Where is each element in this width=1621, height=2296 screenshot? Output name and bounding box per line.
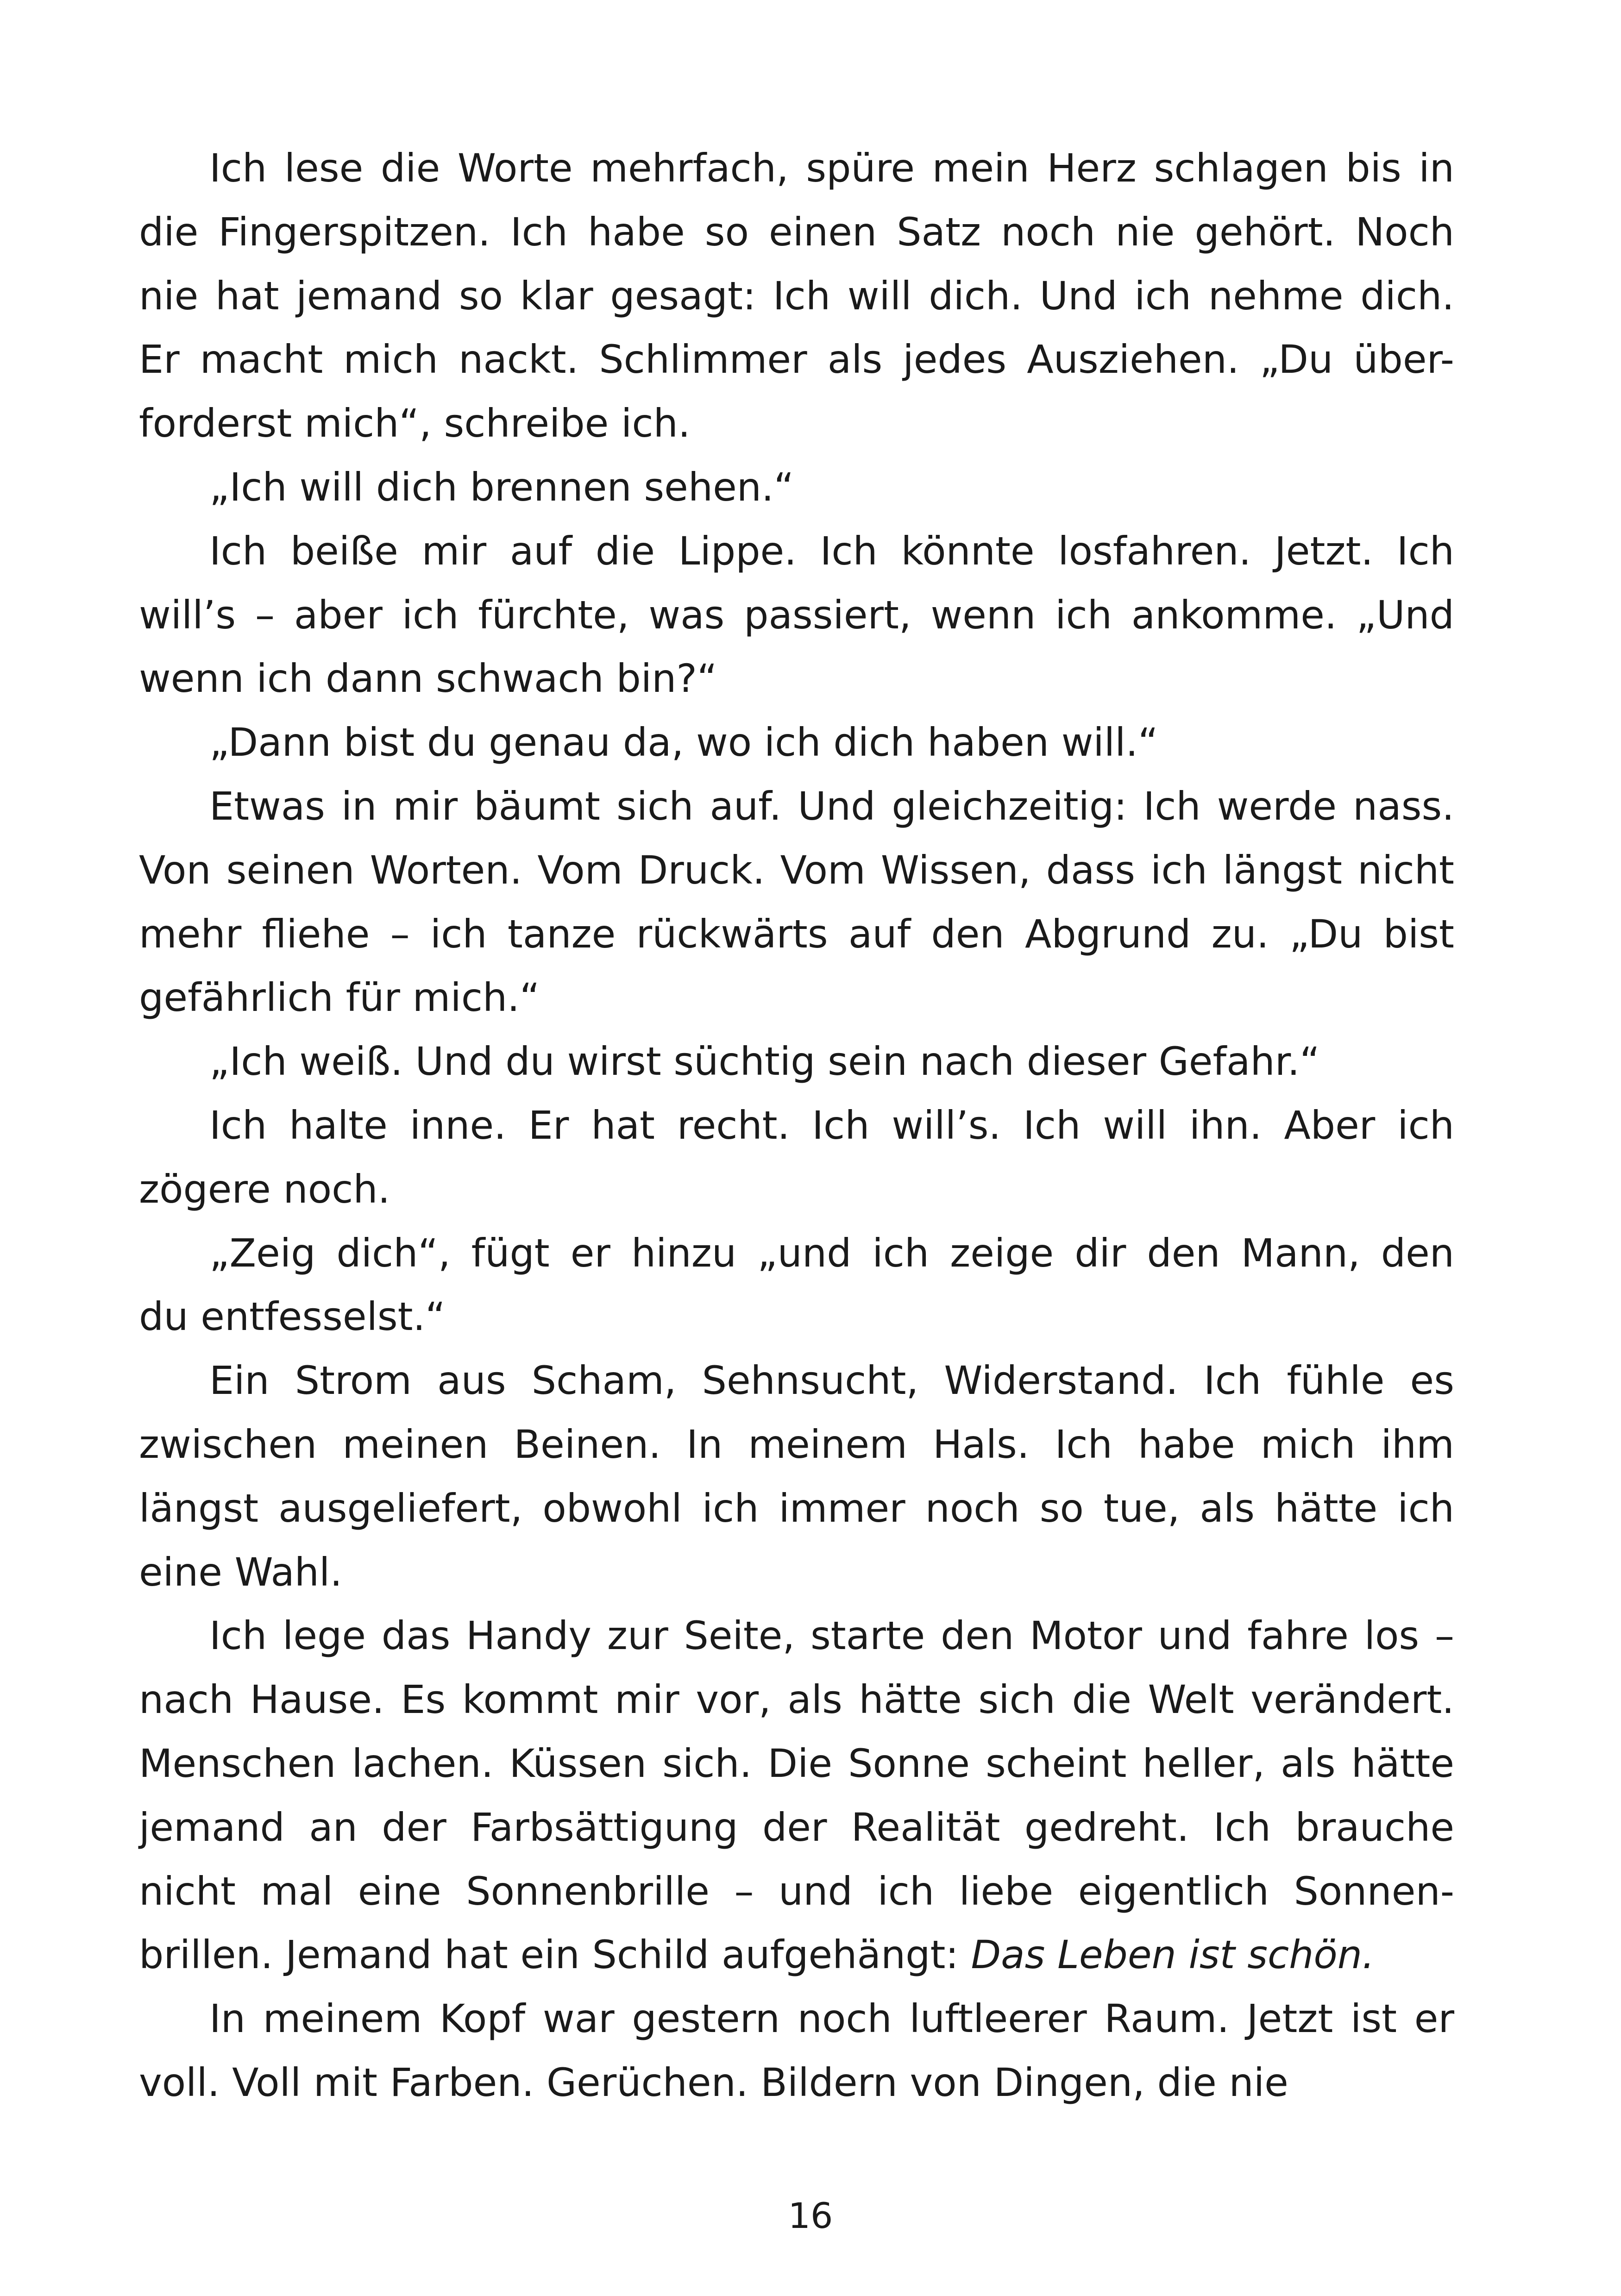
text-line	[139, 839, 1454, 903]
text-line-content: mehr fliehe – ich tanze rückwärts auf den Abgrund zu. „Du bist	[139, 911, 1454, 957]
text-line	[139, 1668, 1454, 1732]
text-line	[139, 520, 1454, 583]
text-line	[139, 1541, 1454, 1605]
text-line-content: Ich lese die Worte mehrfach, spüre mein Herz schlagen bis in	[209, 145, 1454, 191]
text-line	[139, 137, 1454, 201]
text-line	[139, 1094, 1454, 1158]
text-line	[139, 903, 1454, 966]
text-line-content: In meinem Kopf war gestern noch luftleerer Raum. Jetzt ist er	[209, 1996, 1454, 2042]
text-line	[139, 1030, 1454, 1094]
text-line	[139, 1732, 1454, 1796]
text-line	[139, 583, 1454, 647]
text-line-content: „Zeig dich“, fügt er hinzu „und ich zeige dir den Mann, den	[209, 1230, 1454, 1276]
text-line	[139, 456, 1454, 520]
text-line	[139, 1285, 1454, 1349]
text-line-content: Ich lege das Handy zur Seite, starte den Motor und fahre los –	[209, 1613, 1454, 1659]
text-line-content: zögere noch.	[139, 1166, 390, 1212]
text-line-content: voll. Voll mit Farben. Gerüchen. Bildern von Dingen, die nie	[139, 2059, 1288, 2105]
text-line-content: zwischen meinen Beinen. In meinem Hals. Ich habe mich ihm	[139, 1421, 1454, 1467]
text-line	[139, 1477, 1454, 1541]
text-line	[139, 1860, 1454, 1924]
text-line-content: nie hat jemand so klar gesagt: Ich will dich. Und ich nehme dich.	[139, 273, 1454, 319]
text-line	[139, 647, 1454, 711]
text-line	[139, 201, 1454, 264]
text-line-content: Ich halte inne. Er hat recht. Ich will’s. Ich will ihn. Aber ich	[209, 1102, 1454, 1148]
body-text	[139, 137, 1454, 2115]
text-line-content: du entfesselst.“	[139, 1294, 446, 1340]
text-line-content: Er macht mich nackt. Schlimmer als jedes Ausziehen. „Du über-	[139, 337, 1454, 383]
page-number: 16	[788, 2195, 833, 2236]
text-line-content: „Dann bist du genau da, wo ich dich haben will.“	[209, 720, 1158, 765]
text-line-content: wenn ich dann schwach bin?“	[139, 656, 717, 702]
text-line	[139, 1796, 1454, 1860]
text-line-content: nicht mal eine Sonnenbrille – und ich liebe eigentlich Sonnen-	[139, 1868, 1454, 1914]
text-line-content: forderst mich“, schreibe ich.	[139, 401, 691, 446]
text-line-content: die Fingerspitzen. Ich habe so einen Satz noch nie gehört. Noch	[139, 209, 1454, 255]
text-line-content: Menschen lachen. Küssen sich. Die Sonne scheint heller, als hätte	[139, 1740, 1454, 1786]
text-line	[139, 392, 1454, 456]
text-line-content: brillen. Jemand hat ein Schild aufgehängt:	[139, 1932, 971, 1978]
text-line	[139, 1222, 1454, 1286]
text-line	[139, 1349, 1454, 1413]
text-line	[139, 1158, 1454, 1222]
text-line-content: längst ausgeliefert, obwohl ich immer noch so tue, als hätte ich	[139, 1485, 1454, 1531]
text-line-content: gefährlich für mich.“	[139, 975, 540, 1021]
text-line-content: Ich beiße mir auf die Lippe. Ich könnte losfahren. Jetzt. Ich	[209, 528, 1454, 574]
text-line	[139, 328, 1454, 392]
text-line-content: Von seinen Worten. Vom Druck. Vom Wissen, dass ich längst nicht	[139, 847, 1454, 893]
text-line	[139, 966, 1454, 1030]
text-line-content: „Ich weiß. Und du wirst süchtig sein nach dieser Gefahr.“	[209, 1039, 1320, 1085]
text-line	[139, 711, 1454, 775]
text-line-content: „Ich will dich brennen sehen.“	[209, 464, 794, 510]
text-line-content: Etwas in mir bäumt sich auf. Und gleichzeitig: Ich werde nass.	[209, 783, 1454, 829]
text-line	[139, 1987, 1454, 2051]
text-line-content: nach Hause. Es kommt mir vor, als hätte sich die Welt verändert.	[139, 1677, 1454, 1723]
text-line	[139, 264, 1454, 328]
text-line	[139, 1604, 1454, 1668]
text-line-content: jemand an der Farbsättigung der Realität gedreht. Ich brauche	[139, 1804, 1454, 1850]
text-line	[139, 2051, 1454, 2115]
italic-phrase: Das Leben ist schön.	[971, 1932, 1375, 1978]
text-line	[139, 1923, 1454, 1987]
text-line-content: will’s – aber ich fürchte, was passiert, wenn ich ankomme. „Und	[139, 592, 1454, 638]
text-line	[139, 1413, 1454, 1477]
text-line-content: eine Wahl.	[139, 1549, 343, 1595]
text-line-content: Ein Strom aus Scham, Sehnsucht, Widerstand. Ich fühle es	[209, 1358, 1454, 1404]
text-line	[139, 775, 1454, 839]
